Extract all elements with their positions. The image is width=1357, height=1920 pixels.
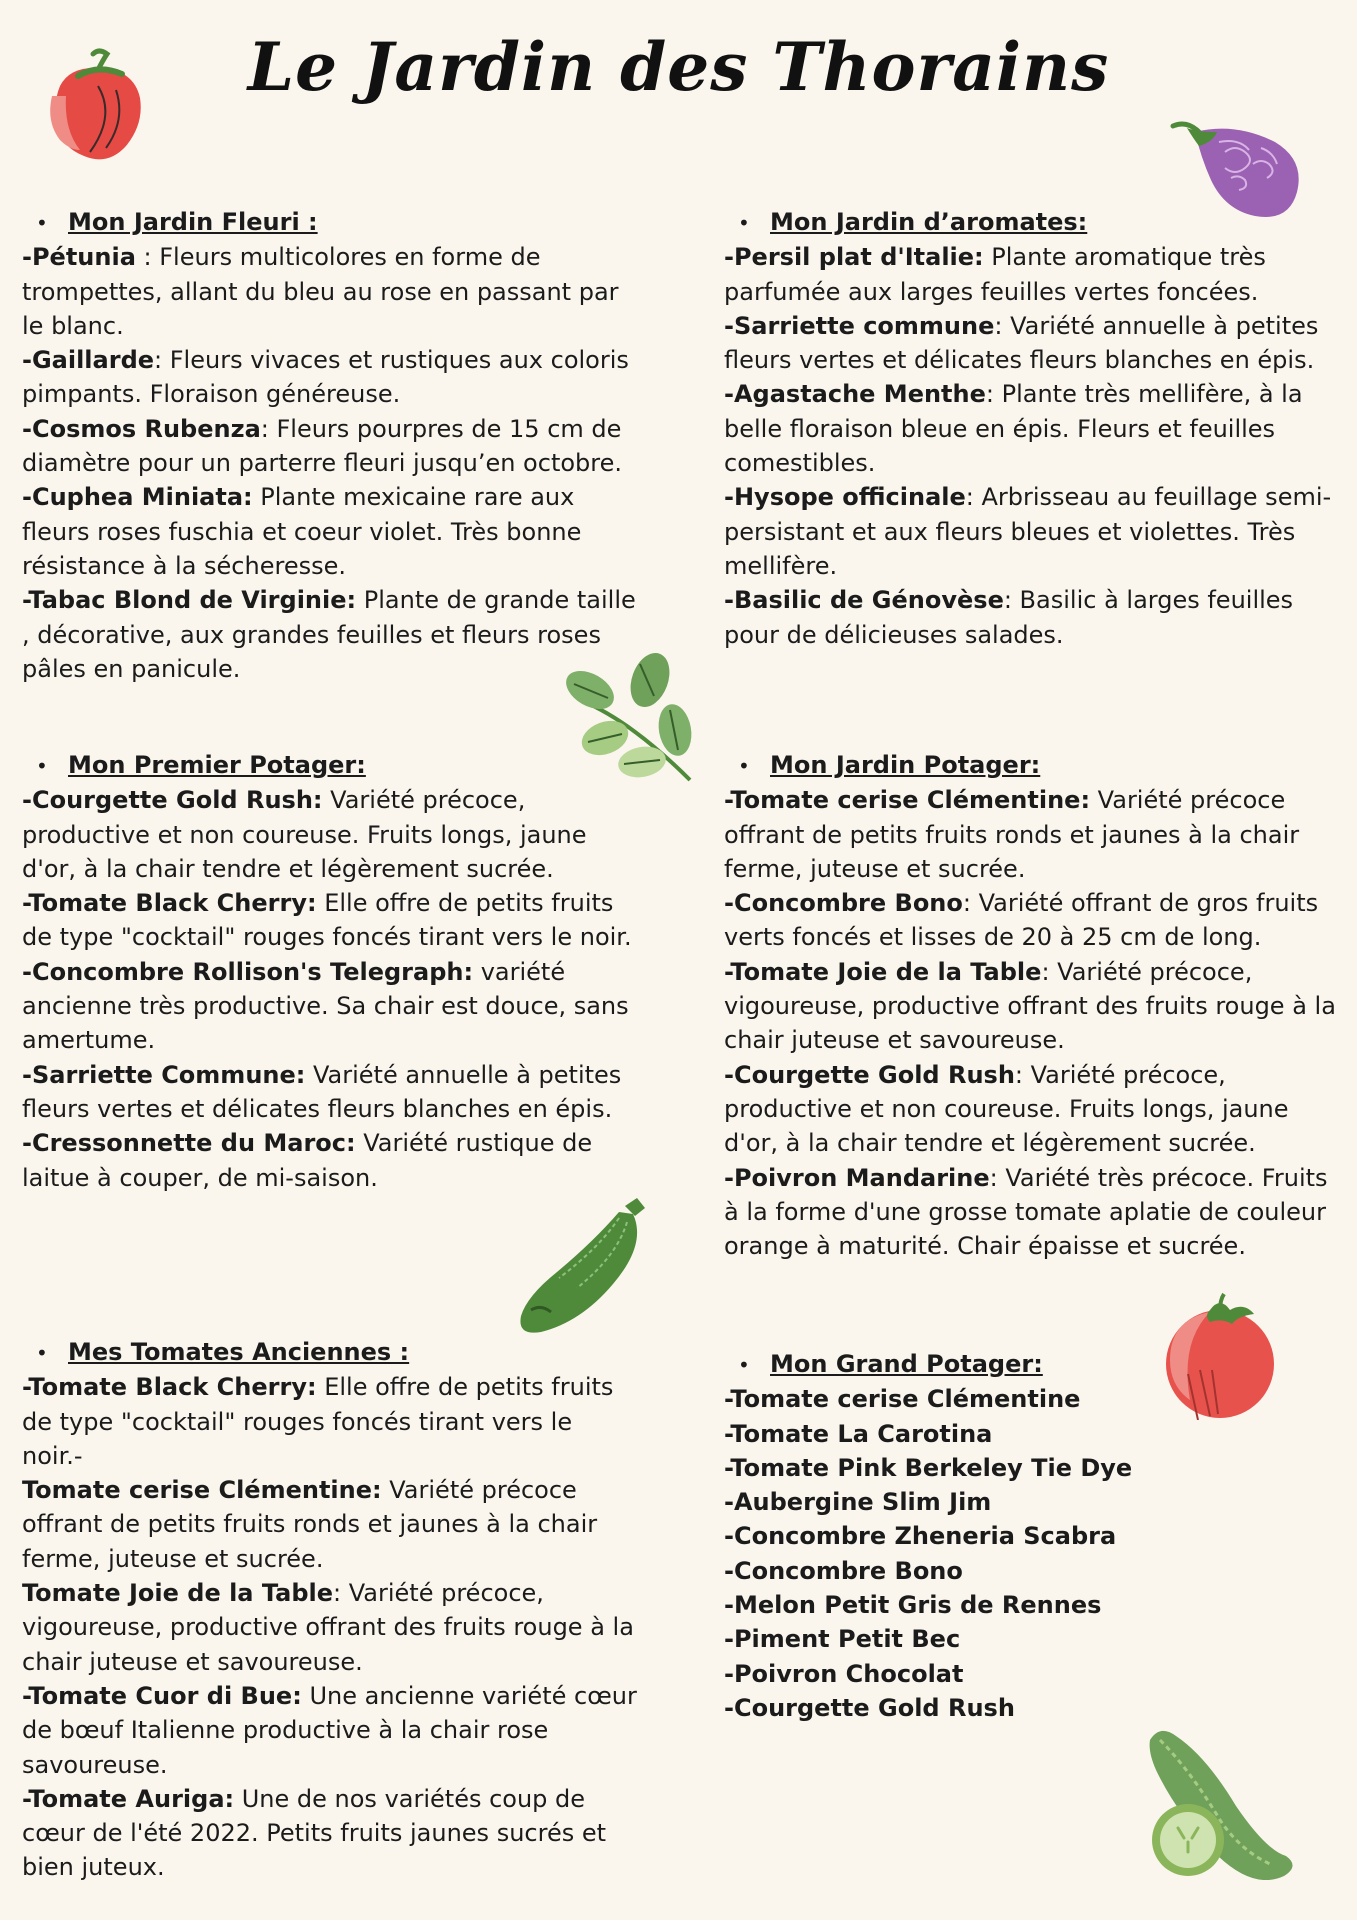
- plant-entry: [22, 1679, 637, 1782]
- plant-description: : Variété offrant de gros fruits verts foncés et lisses de 20 à 25 cm de long.: [724, 889, 1319, 952]
- section-heading-text: Mon Jardin d’aromates:: [770, 208, 1088, 236]
- plant-entry: [22, 1576, 637, 1679]
- plant-description: : Basilic à larges feuilles pour de délicieuses salades.: [724, 586, 1294, 649]
- plant-entry: [22, 1473, 637, 1576]
- section-heading: [738, 1347, 1339, 1382]
- plant-name: -Tomate Black Cherry:: [22, 889, 317, 918]
- plant-name: -Courgette Gold Rush: [724, 1060, 1015, 1089]
- plant-name: -Tomate La Carotina: [724, 1419, 993, 1448]
- plant-entry: [22, 1782, 637, 1885]
- plant-name: -Basilic de Génovèse: [724, 586, 1004, 615]
- plant-entry: [22, 343, 637, 412]
- bullet-icon: •: [36, 211, 48, 235]
- plant-entry: [724, 583, 1339, 652]
- plant-name: -Poivron Chocolat: [724, 1659, 964, 1688]
- plant-entry: [724, 1382, 1339, 1416]
- plant-name: -Tomate Cuor di Bue:: [22, 1681, 302, 1710]
- plant-entry: [724, 955, 1339, 1058]
- plant-entry: [724, 240, 1339, 309]
- plant-description: Variété annuelle à petites fleurs vertes et délicates fleurs blanches en épis.: [22, 1060, 622, 1123]
- plant-name: -Persil plat d'Italie:: [724, 243, 984, 272]
- plant-entry: [22, 955, 637, 1058]
- plant-name: -Sarriette Commune:: [22, 1060, 306, 1089]
- plant-description: : Variété précoce, productive et non coureuse. Fruits longs, jaune d'or, à la chair tendre et légèrement sucrée.: [724, 1060, 1289, 1158]
- section-heading-text: Mes Tomates Anciennes :: [68, 1338, 410, 1366]
- plant-description: : Fleurs vivaces et rustiques aux coloris pimpants. Floraison généreuse.: [22, 346, 629, 409]
- plant-name: -Poivron Mandarine: [724, 1163, 990, 1192]
- page-title: Le Jardin des Thorains: [247, 28, 1110, 106]
- section-jardin-aromates: [724, 205, 1339, 652]
- plant-name: -Tomate cerise Clémentine:: [724, 786, 1091, 815]
- section-heading-text: Mon Jardin Potager:: [770, 751, 1041, 779]
- plant-name: -Concombre Bono: [724, 1556, 963, 1585]
- plant-description: Elle offre de petits fruits de type "cocktail" rouges foncés tirant vers le noir.: [22, 889, 632, 952]
- plant-entry: [724, 783, 1339, 886]
- cucumber-icon: [1140, 1720, 1310, 1880]
- plant-description: Une de nos variétés coup de cœur de l'été 2022. Petits fruits jaunes sucrés et bien juteux.: [22, 1784, 607, 1882]
- plant-entry: [22, 480, 637, 583]
- plant-entry: [22, 1126, 637, 1195]
- section-tomates-anciennes: [22, 1335, 637, 1885]
- plant-entry: [724, 1417, 1339, 1451]
- plant-description: : Arbrisseau au feuillage semi-persistant et aux fleurs bleues et violettes. Très mellifère.: [724, 483, 1332, 580]
- plant-description: : Variété précoce, vigoureuse, productive offrant des fruits rouge à la chair juteuse et savoureuse.: [22, 1579, 634, 1676]
- plant-name: -Piment Petit Bec: [724, 1625, 961, 1654]
- section-jardin-potager: [724, 748, 1339, 1263]
- plant-description: : Fleurs pourpres de 15 cm de diamètre pour un parterre fleuri jusqu’en octobre.: [22, 414, 622, 478]
- plant-name: -Sarriette commune: [724, 311, 995, 340]
- plant-description: : Variété précoce, vigoureuse, productive offrant des fruits rouge à la chair juteuse et savoureuse.: [724, 957, 1336, 1055]
- plant-entry: [22, 886, 637, 955]
- plant-name: -Tomate Auriga:: [22, 1784, 235, 1813]
- plant-entry: [22, 240, 637, 343]
- bullet-icon: •: [36, 754, 48, 778]
- section-heading-text: Mon Premier Potager:: [68, 751, 366, 779]
- bullet-icon: •: [738, 754, 750, 778]
- section-heading: [738, 748, 1339, 783]
- plant-name: -Cressonnette du Maroc:: [22, 1129, 356, 1158]
- plant-description: Elle offre de petits fruits de type "cocktail" rouges foncés tirant vers le noir.-: [22, 1373, 614, 1470]
- plant-entry: [724, 1691, 1339, 1725]
- plant-name: -Courgette Gold Rush:: [22, 786, 323, 815]
- plant-name: -Pétunia: [22, 243, 136, 272]
- plant-entry: [724, 1622, 1339, 1656]
- plant-description: Plante mexicaine rare aux fleurs roses fuschia et coeur violet. Très bonne résistance à la sécheresse.: [22, 483, 582, 580]
- bullet-icon: •: [738, 1353, 750, 1377]
- plant-name: -Gaillarde: [22, 346, 155, 375]
- plant-name: -Tabac Blond de Virginie:: [22, 586, 357, 615]
- plant-description: : Variété très précoce. Fruits à la forme d'une grosse tomate aplatie de couleur orange à maturité. Chair épaisse et sucrée.: [724, 1163, 1328, 1261]
- plant-entry: [724, 1588, 1339, 1622]
- plant-description: : Plante très mellifère, à la belle floraison bleue en épis. Fleurs et feuilles comestibles.: [724, 380, 1303, 478]
- plant-name: -Tomate Joie de la Table: [724, 957, 1042, 986]
- plant-entry: [724, 309, 1339, 378]
- plant-description: Variété précoce offrant de petits fruits ronds et jaunes à la chair ferme, juteuse et sucrée.: [724, 786, 1300, 883]
- plant-name: -Melon Petit Gris de Rennes: [724, 1591, 1102, 1620]
- plant-description: Variété précoce, productive et non coureuse. Fruits longs, jaune d'or, à la chair tendre et légèrement sucrée.: [22, 786, 587, 883]
- plant-entry: [724, 1451, 1339, 1485]
- plant-name: -Cosmos Rubenza: [22, 414, 261, 443]
- plant-entry: [724, 886, 1339, 955]
- plant-entry: [22, 583, 637, 686]
- plant-name: -Concombre Bono: [724, 889, 963, 918]
- plant-entry: [724, 1657, 1339, 1691]
- plant-name: -Agastache Menthe: [724, 380, 986, 409]
- plant-entry: [22, 1058, 637, 1127]
- section-grand-potager: [724, 1347, 1339, 1725]
- plant-description: variété ancienne très productive. Sa chair est douce, sans amertume.: [22, 957, 629, 1055]
- section-premier-potager: [22, 748, 637, 1195]
- plant-entry: [724, 377, 1339, 480]
- plant-description: Variété précoce offrant de petits fruits ronds et jaunes à la chair ferme, juteuse et sucrée.: [22, 1476, 598, 1573]
- section-jardin-fleuri: [22, 205, 637, 686]
- bullet-icon: •: [738, 211, 750, 235]
- plant-entry: [22, 1370, 637, 1473]
- plant-description: : Variété annuelle à petites fleurs vertes et délicates fleurs blanches en épis.: [724, 311, 1319, 375]
- section-heading: [36, 205, 637, 240]
- zucchini-icon: [515, 1192, 665, 1337]
- plant-name: -Tomate cerise Clémentine: [724, 1385, 1081, 1414]
- plant-entry: [724, 1161, 1339, 1264]
- plant-name: -Aubergine Slim Jim: [724, 1488, 992, 1517]
- red-pepper-icon: [38, 46, 148, 166]
- bullet-icon: •: [36, 1341, 48, 1365]
- section-heading: [738, 205, 1339, 240]
- plant-description: Variété rustique de laitue à couper, de mi-saison.: [22, 1129, 593, 1192]
- plant-entry: [724, 1554, 1339, 1588]
- plant-name: -Tomate Black Cherry:: [22, 1373, 317, 1402]
- plant-entry: [724, 1519, 1339, 1553]
- plant-entry: [724, 480, 1339, 583]
- section-heading-text: Mon Jardin Fleuri :: [68, 208, 318, 236]
- plant-entry: [22, 783, 637, 886]
- plant-name: Tomate Joie de la Table: [22, 1579, 334, 1608]
- plant-entry: [724, 1058, 1339, 1161]
- plant-name: -Concombre Rollison's Telegraph:: [22, 957, 474, 986]
- section-heading: [36, 748, 637, 783]
- plant-name: -Hysope officinale: [724, 483, 966, 512]
- plant-name: -Concombre Zheneria Scabra: [724, 1522, 1117, 1551]
- plant-description: Une ancienne variété cœur de bœuf Italienne productive à la chair rose savoureuse.: [22, 1681, 637, 1779]
- plant-name: -Tomate Pink Berkeley Tie Dye: [724, 1453, 1133, 1482]
- section-heading-text: Mon Grand Potager:: [770, 1350, 1043, 1378]
- plant-description: Plante aromatique très parfumée aux larges feuilles vertes foncées.: [724, 243, 1266, 306]
- plant-name: -Courgette Gold Rush: [724, 1693, 1015, 1722]
- section-heading: [36, 1335, 637, 1370]
- plant-name: -Cuphea Miniata:: [22, 483, 253, 512]
- plant-name: Tomate cerise Clémentine:: [22, 1476, 382, 1505]
- plant-entry: [724, 1485, 1339, 1519]
- plant-description: Plante de grande taille , décorative, aux grandes feuilles et fleurs roses pâles en panicule.: [22, 586, 636, 683]
- plant-entry: [22, 412, 637, 481]
- plant-description: : Fleurs multicolores en forme de trompettes, allant du bleu au rose en passant par le blanc.: [22, 243, 619, 340]
